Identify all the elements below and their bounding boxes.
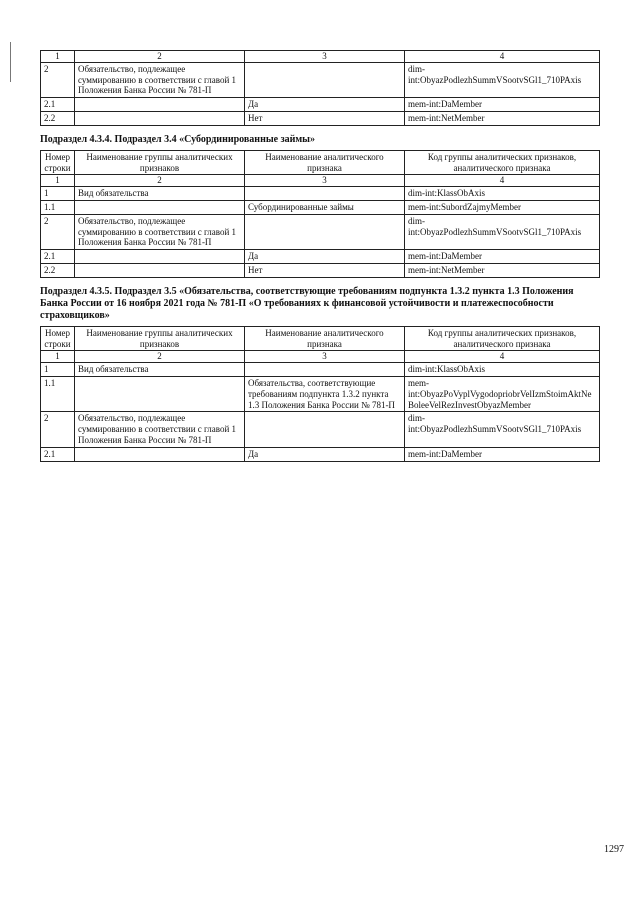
- attribute-name-cell: Да: [245, 98, 405, 112]
- table-row: [41, 187, 600, 201]
- table-section-4-3-4: [40, 150, 600, 278]
- section-4-3-4-title: Подраздел 4.3.4. Подраздел 3.4 «Субординированные займы»: [40, 133, 315, 145]
- attribute-name-cell: Обязательства, соответствующие требованиям подпункта 1.3.2 пункта 1.3 Положения Банка России № 781-П: [245, 376, 405, 411]
- row-number: 2: [41, 412, 75, 447]
- index-cell: 2: [75, 351, 245, 363]
- attribute-name-cell: Нет: [245, 263, 405, 277]
- index-cell: 3: [245, 175, 405, 187]
- index-cell: 1: [41, 175, 75, 187]
- code-cell: dim-int:KlassObAxis: [405, 187, 600, 201]
- table-index-row: [41, 175, 600, 187]
- table-row: [41, 363, 600, 377]
- group-name-cell: [75, 98, 245, 112]
- code-cell: mem-int:NetMember: [405, 263, 600, 277]
- group-name-cell: [75, 111, 245, 125]
- group-name-cell: Обязательство, подлежащее суммированию в соответствии с главой 1 Положения Банка России № 781-П: [75, 62, 245, 97]
- code-cell: mem-int:ObyazPoVyplVygodopriobrVelIzmStoimAktNeBoleeVelRezInvestObyazMember: [405, 376, 600, 411]
- table-row: [41, 250, 600, 264]
- table-header-row: [41, 326, 600, 351]
- row-number: 1: [41, 187, 75, 201]
- code-cell: mem-int:DaMember: [405, 250, 600, 264]
- attribute-name-cell: Да: [245, 447, 405, 461]
- row-number: 1.1: [41, 376, 75, 411]
- row-number: 2.1: [41, 250, 75, 264]
- attribute-name-cell: [245, 214, 405, 249]
- header-group-name: Наименование группы аналитических признаков: [75, 326, 245, 351]
- table-row: [41, 412, 600, 447]
- code-cell: dim-int:KlassObAxis: [405, 363, 600, 377]
- group-name-cell: Вид обязательства: [75, 187, 245, 201]
- row-number: 2.2: [41, 111, 75, 125]
- table-section-4-3-5: [40, 326, 600, 462]
- header-code: Код группы аналитических признаков, аналитического признака: [405, 326, 600, 351]
- table-row: [41, 447, 600, 461]
- section-4-3-5-title: Подраздел 4.3.5. Подраздел 3.5 «Обязательства, соответствующие требованиям подпункта 1.3.2 пункта 1.3 Положения Банка России от 16 ноября 2021 года № 781-П «О требованиях к финансовой устойчивости и платежеспособности страховщиков»: [40, 285, 574, 321]
- index-cell: 4: [405, 51, 600, 63]
- table-row: [41, 98, 600, 112]
- header-group-name: Наименование группы аналитических признаков: [75, 150, 245, 175]
- row-number: 2: [41, 62, 75, 97]
- attribute-name-cell: [245, 412, 405, 447]
- attribute-name-cell: [245, 187, 405, 201]
- table-row: [41, 376, 600, 411]
- header-code: Код группы аналитических признаков, аналитического признака: [405, 150, 600, 175]
- attribute-name-cell: [245, 62, 405, 97]
- table-row: [41, 214, 600, 249]
- index-cell: 1: [41, 351, 75, 363]
- row-number: 2: [41, 214, 75, 249]
- table-row: [41, 200, 600, 214]
- index-cell: 1: [41, 51, 75, 63]
- index-cell: 2: [75, 175, 245, 187]
- index-cell: 3: [245, 351, 405, 363]
- group-name-cell: Обязательство, подлежащее суммированию в соответствии с главой 1 Положения Банка России № 781-П: [75, 214, 245, 249]
- header-row-number: Номер строки: [41, 326, 75, 351]
- page-content: [40, 50, 600, 466]
- table-row: [41, 62, 600, 97]
- row-number: 2.1: [41, 98, 75, 112]
- group-name-cell: [75, 376, 245, 411]
- table-index-row: [41, 51, 600, 63]
- row-number: 2.1: [41, 447, 75, 461]
- row-number: 2.2: [41, 263, 75, 277]
- margin-mark: [10, 42, 11, 82]
- table-header-row: [41, 150, 600, 175]
- group-name-cell: [75, 263, 245, 277]
- code-cell: mem-int:NetMember: [405, 111, 600, 125]
- group-name-cell: Обязательство, подлежащее суммированию в соответствии с главой 1 Положения Банка России № 781-П: [75, 412, 245, 447]
- group-name-cell: [75, 250, 245, 264]
- attribute-name-cell: [245, 363, 405, 377]
- row-number: 1.1: [41, 200, 75, 214]
- page-number: 1297: [604, 844, 624, 855]
- attribute-name-cell: Да: [245, 250, 405, 264]
- attribute-name-cell: Субординированные займы: [245, 200, 405, 214]
- code-cell: mem-int:DaMember: [405, 98, 600, 112]
- index-cell: 4: [405, 175, 600, 187]
- group-name-cell: [75, 447, 245, 461]
- header-attribute-name: Наименование аналитического признака: [245, 326, 405, 351]
- index-cell: 2: [75, 51, 245, 63]
- code-cell: mem-int:DaMember: [405, 447, 600, 461]
- header-row-number: Номер строки: [41, 150, 75, 175]
- code-cell: mem-int:SubordZajmyMember: [405, 200, 600, 214]
- group-name-cell: Вид обязательства: [75, 363, 245, 377]
- code-cell: dim-int:ObyazPodlezhSummVSootvSGl1_710PAxis: [405, 412, 600, 447]
- table-row: [41, 111, 600, 125]
- table-row: [41, 263, 600, 277]
- attribute-name-cell: Нет: [245, 111, 405, 125]
- table-continuation: [40, 50, 600, 126]
- header-attribute-name: Наименование аналитического признака: [245, 150, 405, 175]
- code-cell: dim-int:ObyazPodlezhSummVSootvSGl1_710PAxis: [405, 214, 600, 249]
- index-cell: 3: [245, 51, 405, 63]
- table-index-row: [41, 351, 600, 363]
- index-cell: 4: [405, 351, 600, 363]
- row-number: 1: [41, 363, 75, 377]
- code-cell: dim-int:ObyazPodlezhSummVSootvSGl1_710PAxis: [405, 62, 600, 97]
- group-name-cell: [75, 200, 245, 214]
